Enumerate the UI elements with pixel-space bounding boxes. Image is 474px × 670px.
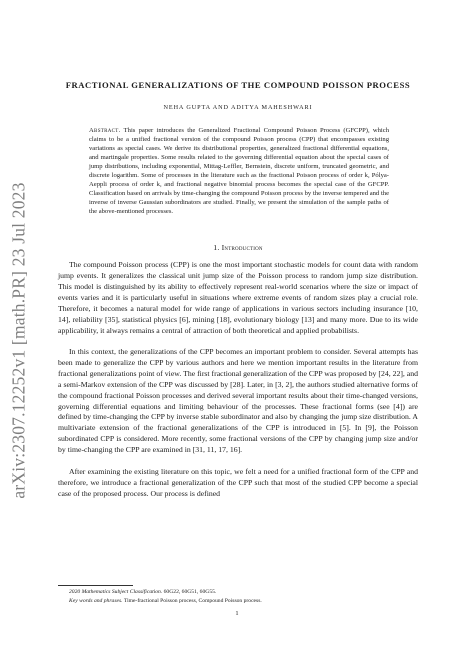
paragraph: In this context, the generalizations of the CPP becomes an important problem to consider. Several attempts has been made to generalize the CPP by various authors and here we mention important results in the literature from fractional generalizations point of view. The first fractional generalization of the CPP was proposed by [24, 22], and a semi-Markov extension of the CPP was discussed by [28]. Later, in [3, 2], the authors studied alternative forms of the compound fractional Poisson processes and derived several important results about their time-changed versions, governing differential equations and limiting behaviour of the processes. These fractional forms (see [4]) are defined by time-changing the CPP by inverse stable subordinator and also by changing the jump size distribution. A multivariate extension of the fractional generalizations of the CPP is introduced in [5]. In [9], the Poisson subordinated CPP is considered. More recently, some fractional versions of the CPP by changing jump size and/or by time-changing the CPP are examined in [31, 11, 17, 16]. [58,347,418,454]
keywords-label: Key words and phrases. [69,597,123,604]
page-number: 1 [235,610,239,617]
paper-body [58,80,418,499]
abstract-label: Abstract. [89,127,121,134]
paragraph: After examining the existing literature on this topic, we felt a need for a unified fractional form of the CPP and therefore, we introduce a fractional generalization of the CPP such that most of the studied CPP become a special case of the proposed process. Our process is defined [58,466,418,498]
paper-authors: NEHA GUPTA AND ADITYA MAHESHWARI [163,104,313,111]
paragraph: The compound Poisson process (CPP) is one the most important stochastic models for count data with random jump events. It generalizes the classical unit jump size of the Poisson process to random jump size distribution. This model is distinguished by its ability to effectively represent real-world scenarios where the size or impact of events varies and it is particularly useful in situations where extreme events of random sizes play a crucial role. Therefore, it becomes a natural model for wide range of applications in various sectors including insurance [10, 14], reliability [35], statistical physics [6], mining [18], evolutionary biology [13] and many more. Due to its wide applicability, it always remains a central of attraction of both theoretical and applied probabilists. [58,260,418,335]
footnote-keywords [58,597,418,606]
arxiv-stamp [2,168,36,513]
msc-label: 2020 Mathematics Subject Classification. [69,589,163,595]
keywords-text: Time-fractional Poisson process, Compound Poisson process. [122,597,262,604]
section-heading: 1. Introduction [213,243,263,253]
footnote-msc [58,588,418,597]
footnote-divider [58,585,133,586]
paper-title: FRACTIONAL GENERALIZATIONS OF THE COMPOUND POISSON PROCESS [65,80,411,90]
arxiv-identifier: arXiv:2307.12252v1 [math.PR] 23 Jul 2023 [8,182,29,499]
footnotes [58,588,418,605]
msc-codes: 60G22, 60G51, 60G55. [162,589,217,595]
abstract-block [89,126,389,216]
abstract-text: This paper introduces the Generalized Fractional Compound Poisson Process (GFCPP), which claims to be a unified fractional version of the compound Poisson process (CPP) that encompasses existing variations as special cases. We derive its distributional properties, generalized fractional differential equations, and martingale properties. Some results related to the governing differential equation about the special cases of jump distributions, including exponential, Mittag-Leffler, Bernstein, discrete uniform, truncated geometric, and discrete logarithm. Some of processes in the literature such as the fractional Poisson process of order k, Pólya-Aeppli process of order k, and fractional negative binomial process becomes the special case of the GFCPP. Classification based on arrivals by time-changing the compound Poisson process by the inverse tempered and the inverse of inverse Gaussian subordinators are studied. Finally, we present the simulation of the sample paths of the above-mentioned processes. [89,127,389,216]
